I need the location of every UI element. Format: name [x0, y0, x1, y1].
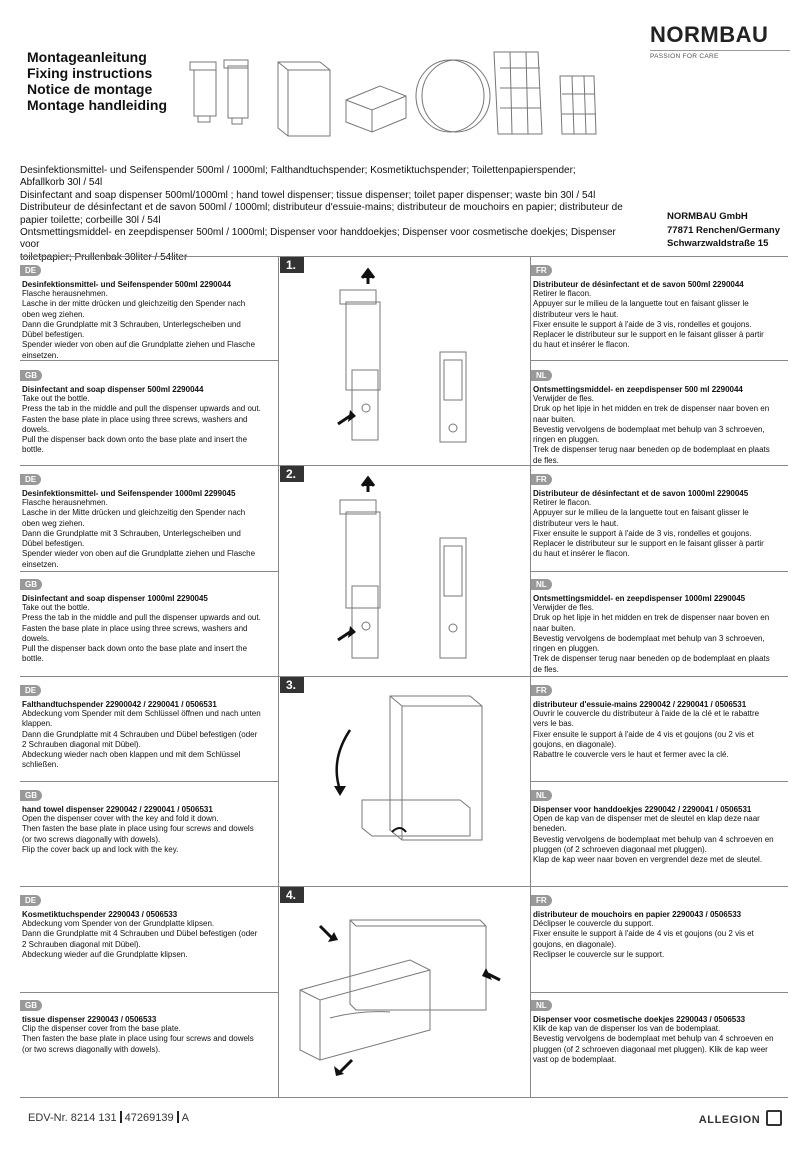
instruction-line: Fixer ensuite le support à l'aide de 4 vis et goujons (ou 2 vis et [533, 729, 754, 739]
instructions-gb [22, 574, 274, 665]
language-badge: GB [20, 579, 42, 590]
instruction-line: Druk op het lipje in het midden en trek de dispenser naar boven en [533, 404, 770, 414]
instruction-line: Lasche in der Mitte drücken und gleichzeitig den Spender nach [22, 508, 246, 518]
instruction-line: distributeur vers le haut. [533, 518, 619, 528]
language-badge: GB [20, 1000, 42, 1011]
company-address [667, 210, 780, 251]
title-en: Fixing instructions [27, 65, 153, 81]
instruction-line: Appuyer sur le milieu de la languette tout en faisant glisser le [533, 299, 749, 309]
instruction-line: Then fasten the base plate in place using four screws and dowels [22, 1034, 254, 1044]
instruction-title: Distributeur de désinfectant et de savon 1000ml 2290045 [533, 489, 749, 498]
language-badge: NL [531, 370, 552, 381]
instruction-line: Retirer le flacon. [533, 498, 592, 507]
instruction-line: Trek de dispenser terug naar beneden op de bodemplaat en plaats [533, 445, 770, 455]
instructions-de [22, 890, 274, 960]
desc-line: Distributeur de désinfectant et de savon 500ml / 1000ml; distributeur d'essuie-mains; distributeur de mouchoirs en papier; distributeur de [20, 202, 623, 214]
instruction-line: Pull the dispenser back down onto the base plate and insert the [22, 435, 248, 445]
instruction-title: Dispenser voor cosmetische doekjes 2290043 / 0506533 [533, 1015, 746, 1024]
instruction-title: distributeur d'essuie-mains 2290042 / 2290041 / 0506531 [533, 700, 747, 709]
language-badge: NL [531, 579, 552, 590]
product-illustrations [180, 48, 600, 143]
allegion-icon [766, 1110, 782, 1126]
instruction-line: Abdeckung vom Spender von der Grundplatte klipsen. [22, 919, 215, 928]
soap-dispenser-drawing [190, 60, 248, 124]
instruction-line: schließen. [22, 760, 59, 770]
instruction-line: Take out the bottle. [22, 394, 90, 403]
allegion-logo [699, 1110, 782, 1126]
instruction-line: Bevestig vervolgens de bodemplaat met behulp van 4 schroeven en [533, 834, 774, 844]
instruction-line: einsetzen. [22, 350, 59, 360]
instruction-line: Fixer ensuite le support à l'aide de 4 vis et goujons (ou 2 vis et [533, 929, 754, 939]
language-badge: FR [531, 895, 552, 906]
instruction-line: Fasten the base plate in place using three screws, washers and [22, 623, 248, 633]
instruction-line: Press the tab in the middle and pull the dispenser upwards and out. [22, 404, 261, 414]
instruction-line: Ouvrir le couvercle du distributeur à l'aide de la clé et le rabattre [533, 709, 760, 718]
instruction-line: Flasche herausnehmen. [22, 498, 108, 507]
instruction-line: ringen en pluggen. [533, 644, 600, 654]
instruction-line: Pull the dispenser back down onto the base plate and insert the [22, 644, 248, 654]
instruction-title: Desinfektionsmittel- und Seifenspender 1000ml 2299045 [22, 489, 236, 498]
instructions-nl [533, 574, 785, 675]
instruction-line: goujons, en diagonale). [533, 939, 617, 949]
instruction-line: (or two screws diagonally with dowels). [22, 1044, 161, 1054]
instruction-line: 2 Schrauben diagonal mit Dübel). [22, 939, 141, 949]
instruction-line: Rabattre le couvercle vers le haut et fermer avec la clé. [533, 750, 729, 760]
instruction-line: dowels. [22, 424, 50, 434]
instructions-de [22, 469, 274, 570]
instruction-line: Dann die Grundplatte mit 4 Schrauben und Dübel befestigen (oder [22, 729, 258, 739]
brand-logo [650, 22, 790, 60]
instructions-gb [22, 365, 274, 456]
instruction-line: bottle. [22, 654, 44, 664]
instruction-line: Déclipser le couvercle du support. [533, 919, 654, 928]
instruction-title: distributeur de mouchoirs en papier 2290043 / 0506533 [533, 910, 742, 919]
instruction-line: vers le bas. [533, 719, 574, 729]
instructions-nl [533, 995, 785, 1065]
title-nl: Montage handleiding [27, 97, 167, 113]
language-badge: GB [20, 370, 42, 381]
instruction-line: Fixer ensuite le support à l'aide de 3 vis, rondelles et goujons. [533, 319, 752, 329]
instruction-title: Desinfektionsmittel- und Seifenspender 500ml 2290044 [22, 280, 231, 289]
company-street: Schwarzwaldstraße 15 [667, 238, 769, 249]
instruction-line: (or two screws diagonally with dowels). [22, 834, 161, 844]
instruction-line: vast op de bodemplaat. [533, 1054, 617, 1064]
step-number: 4. [280, 887, 304, 903]
instruction-line: Dann die Grundplatte mit 4 Schrauben und Dübel befestigen (oder [22, 929, 258, 939]
instruction-line: Bevestig vervolgens de bodemplaat met behulp van 3 schroeven, [533, 424, 765, 434]
desc-line: Desinfektionsmittel- und Seifenspender 500ml / 1000ml; Falthandtuchspender; Kosmetiktuchspender; Toilettenpapierspender; [20, 165, 576, 176]
brand-name: NORMBAU [650, 22, 769, 47]
tissue-dispenser-drawing [346, 86, 406, 132]
towel-dispenser-drawing [278, 62, 330, 136]
language-badge: NL [531, 790, 552, 801]
instruction-line: Bevestig vervolgens de bodemplaat met behulp van 3 schroeven, [533, 633, 765, 643]
instructions-nl [533, 785, 785, 865]
edv-number: EDV-Nr. 8214 131 [28, 1112, 117, 1124]
instruction-line: Bevestig vervolgens de bodemplaat met behulp van 4 schroeven en [533, 1034, 774, 1044]
instruction-title: Kosmetiktuchspender 2290043 / 0506533 [22, 910, 178, 919]
instructions-nl [533, 365, 785, 466]
instruction-line: Reclipser le couvercle sur le support. [533, 949, 665, 959]
company-city: 77871 Renchen/Germany [667, 224, 781, 236]
company-name: NORMBAU GmbH [667, 211, 748, 222]
instruction-line: Spender wieder von oben auf die Grundplatte ziehen und Flasche [22, 340, 256, 350]
instruction-line: bottle. [22, 445, 44, 455]
instruction-line: pluggen (of 2 schroeven diagonaal met pluggen). [533, 844, 707, 854]
instruction-title: hand towel dispenser 2290042 / 2290041 / 0506531 [22, 805, 213, 814]
instruction-line: Clip the dispenser cover from the base plate. [22, 1024, 181, 1033]
instruction-line: Flasche herausnehmen. [22, 289, 108, 298]
instruction-line: Klik de kap van de dispenser los van de bodemplaat. [533, 1024, 721, 1033]
instruction-line: Open the dispenser cover with the key and fold it down. [22, 814, 219, 823]
language-badge: DE [20, 474, 41, 485]
doc-code: 47269139 [124, 1112, 174, 1124]
language-badge: DE [20, 685, 41, 696]
instruction-title: Disinfectant and soap dispenser 1000ml 2290045 [22, 594, 208, 603]
instructions-gb [22, 995, 274, 1055]
instructions-gb [22, 785, 274, 855]
step2-illustration [300, 478, 520, 668]
instruction-line: pluggen (of 2 schroeven diagonaal met pluggen). Klik de kap weer [533, 1044, 768, 1054]
instruction-title: Falthandtuchspender 22900042 / 2290041 / 0506531 [22, 700, 217, 709]
instruction-line: Press the tab in the middle and pull the dispenser upwards and out. [22, 613, 261, 623]
instruction-title: tissue dispenser 2290043 / 0506533 [22, 1015, 157, 1024]
instruction-line: de fles. [533, 455, 559, 465]
instruction-title: Ontsmettingsmiddel- en zeepdispenser 500 ml 2290044 [533, 385, 743, 394]
step-number: 2. [280, 466, 304, 482]
instruction-line: naar buiten. [533, 414, 576, 424]
instruction-line: Druk op het lipje in het midden en trek de dispenser naar boven en [533, 613, 770, 623]
language-badge: DE [20, 895, 41, 906]
instruction-line: Retirer le flacon. [533, 289, 592, 298]
instructions-fr [533, 890, 785, 960]
instruction-line: Fasten the base plate in place using three screws, washers and [22, 414, 248, 424]
language-badge: FR [531, 474, 552, 485]
instruction-line: Flip the cover back up and lock with the key. [22, 844, 179, 854]
allegion-name: ALLEGION [698, 1114, 761, 1126]
desc-line: Ontsmettingsmiddel- en zeepdispenser 500ml / 1000ml; Dispenser voor handdoekjes; Dispenser voor cosmetische doekjes; Dispenser voor [20, 227, 616, 251]
instruction-line: klappen. [22, 719, 53, 729]
step-number: 1. [280, 257, 304, 273]
instruction-line: du haut et insérer le flacon. [533, 549, 630, 559]
instructions-fr [533, 469, 785, 560]
instruction-line: Open de kap van de dispenser met de sleutel en klap deze naar [533, 814, 760, 823]
instruction-title: Disinfectant and soap dispenser 500ml 2290044 [22, 385, 204, 394]
instruction-line: oben weg ziehen. [22, 518, 85, 528]
instruction-title: Ontsmettingsmiddel- en zeepdispenser 1000ml 2290045 [533, 594, 746, 603]
footer-doc-info [28, 1111, 189, 1124]
step4-illustration [300, 900, 520, 1090]
instruction-line: distributeur vers le haut. [533, 309, 619, 319]
instructions-de [22, 260, 274, 361]
title-fr: Notice de montage [27, 81, 153, 97]
document-title [27, 49, 167, 113]
desc-line: Disinfectant and soap dispenser 500ml/1000ml ; hand towel dispenser; tissue dispenser; toilet paper dispenser; waste bin 30l / 54l [20, 189, 596, 201]
language-badge: NL [531, 1000, 552, 1011]
instructions-fr [533, 260, 785, 351]
language-badge: FR [531, 685, 552, 696]
instruction-line: oben weg ziehen. [22, 309, 85, 319]
language-badge: DE [20, 265, 41, 276]
waste-bin-large-drawing [494, 52, 542, 134]
instruction-line: 2 Schrauben diagonal mit Dübel). [22, 739, 141, 749]
title-de: Montageanleitung [27, 49, 147, 65]
instruction-line: Verwijder de fles. [533, 603, 594, 612]
instruction-line: Replacer le distributeur sur le support en le faisant glisser à partir [533, 330, 764, 340]
instruction-line: beneden. [533, 824, 567, 834]
waste-bin-small-drawing [560, 76, 596, 134]
instruction-line: Trek de dispenser terug naar beneden op de bodemplaat en plaats [533, 654, 770, 664]
brand-tagline: PASSION FOR CARE [650, 53, 719, 60]
instruction-line: de fles. [533, 664, 559, 674]
instruction-line: dowels. [22, 633, 50, 643]
instruction-line: goujons, en diagonale). [533, 739, 617, 749]
instruction-line: Lasche in der mitte drücken und gleichzeitig den Spender nach [22, 299, 246, 309]
instructions-fr [533, 680, 785, 760]
instruction-line: Spender wieder von oben auf die Grundplatte ziehen und Flasche [22, 549, 256, 559]
instruction-line: Abdeckung wieder nach oben klappen und mit dem Schlüssel [22, 750, 241, 760]
instruction-line: einsetzen. [22, 559, 59, 569]
instruction-line: Fixer ensuite le support à l'aide de 3 vis, rondelles et goujons. [533, 528, 752, 538]
instruction-line: Dübel befestigen. [22, 330, 85, 340]
instruction-line: Dübel befestigen. [22, 539, 85, 549]
step1-illustration [300, 270, 520, 460]
instruction-line: Take out the bottle. [22, 603, 90, 612]
instruction-line: Abdeckung vom Spender mit dem Schlüssel öffnen und nach unten [22, 709, 261, 718]
instruction-line: Abdeckung wieder auf die Grundplatte klipsen. [22, 949, 188, 959]
desc-line: toiletpapier; Prullenbak 30liter / 54liter [20, 251, 188, 263]
product-description [20, 165, 632, 264]
instruction-line: Dann die Grundplatte mit 3 Schrauben, Unterlegscheiben und [22, 528, 241, 538]
instruction-line: Dann die Grundplatte mit 3 Schrauben, Unterlegscheiben und [22, 319, 241, 329]
instruction-line: ringen en pluggen. [533, 435, 600, 445]
instruction-line: Replacer le distributeur sur le support en le faisant glisser à partir [533, 539, 764, 549]
step3-illustration [300, 690, 520, 880]
instruction-line: naar buiten. [533, 623, 576, 633]
revision: A [181, 1112, 189, 1124]
language-badge: FR [531, 265, 552, 276]
instruction-line: du haut et insérer le flacon. [533, 340, 630, 350]
desc-line: papier toilette; corbeille 30l / 54l [20, 214, 161, 226]
step-number: 3. [280, 677, 304, 693]
language-badge: GB [20, 790, 42, 801]
instruction-line: Then fasten the base plate in place using four screws and dowels [22, 824, 254, 834]
desc-line: Abfallkorb 30l / 54l [20, 177, 103, 189]
instruction-line: Klap de kap weer naar boven en vergrendel deze met de sleutel. [533, 855, 763, 865]
instruction-line: Appuyer sur le milieu de la languette tout en faisant glisser le [533, 508, 749, 518]
instruction-title: Distributeur de désinfectant et de savon 500ml 2290044 [533, 280, 744, 289]
instruction-title: Dispenser voor handdoekjes 2290042 / 2290041 / 0506531 [533, 805, 752, 814]
instructions-de [22, 680, 274, 771]
toilet-paper-dispenser-drawing [416, 60, 490, 132]
instruction-line: Verwijder de fles. [533, 394, 594, 403]
